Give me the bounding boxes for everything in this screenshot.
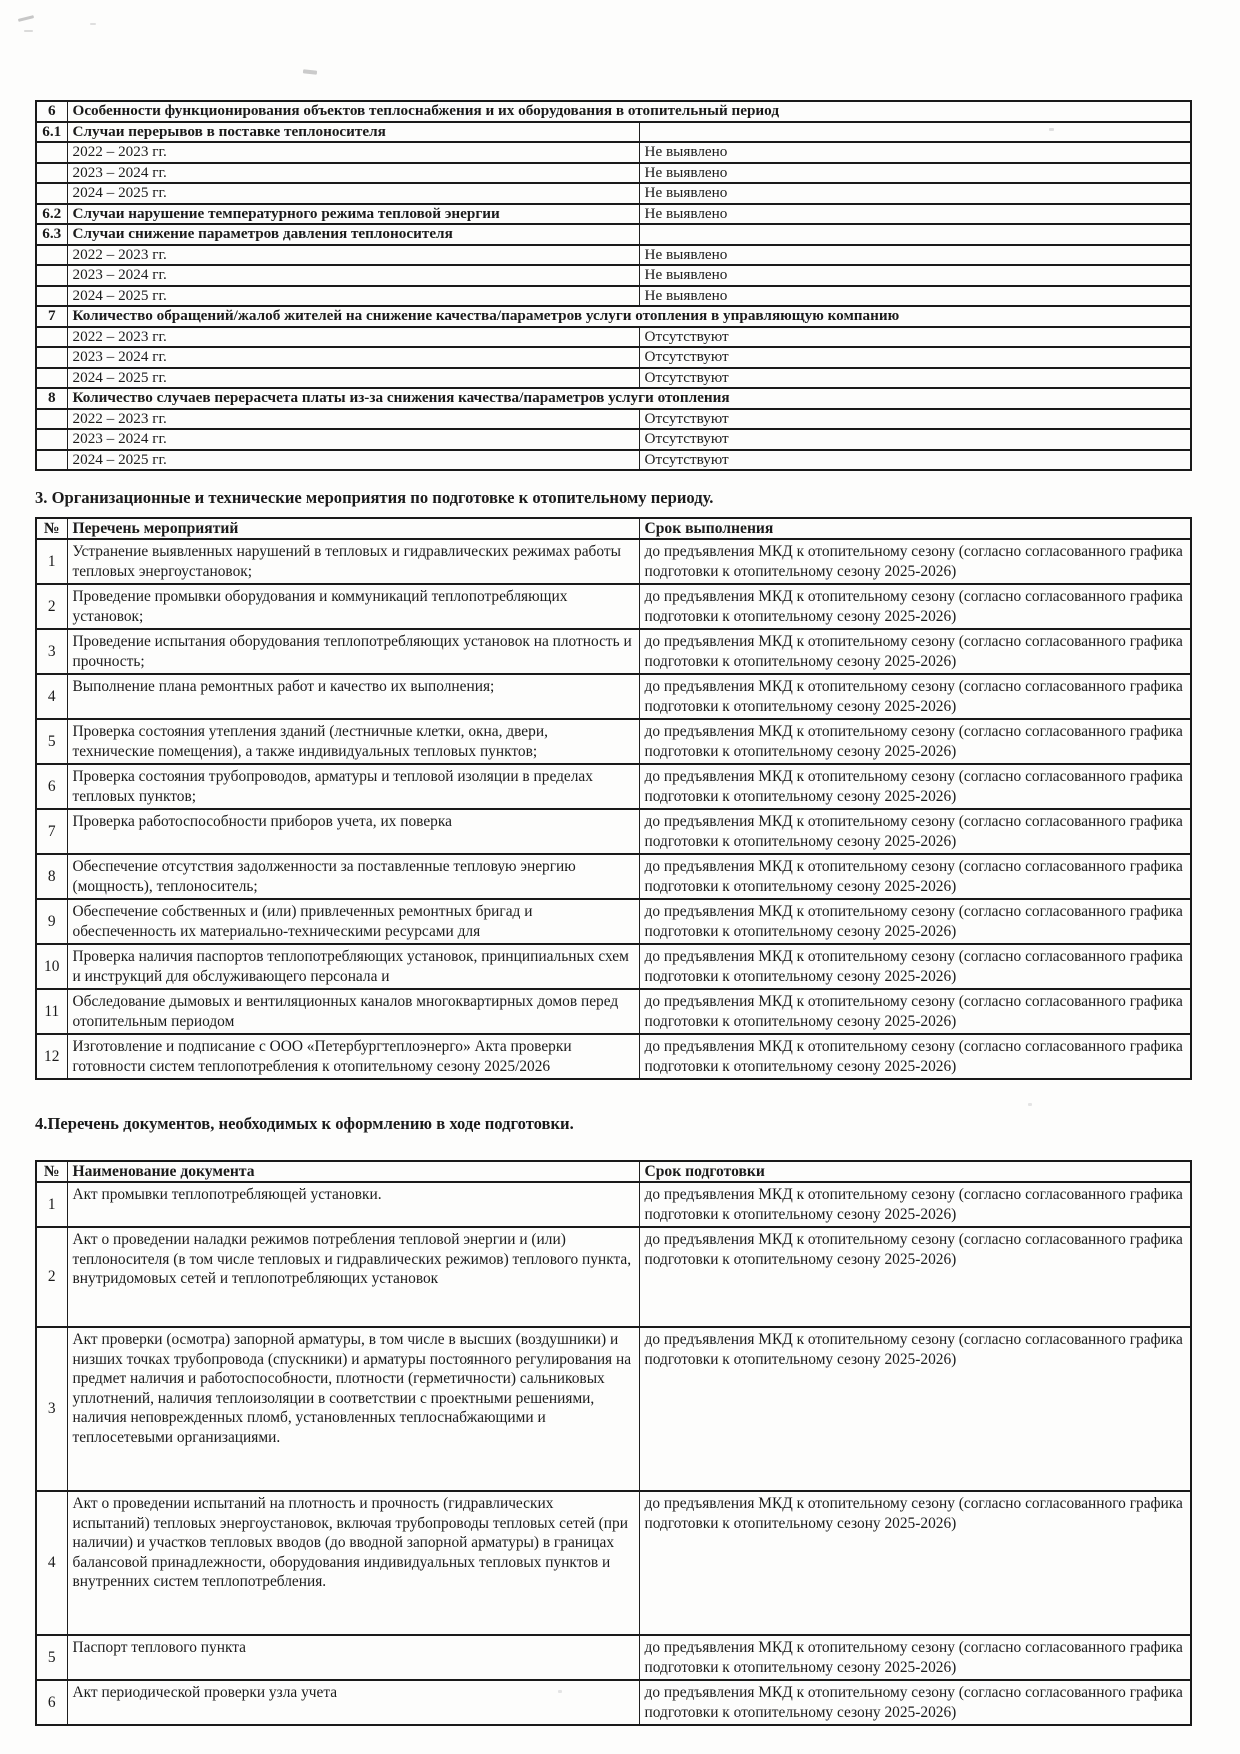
value-cell: Не выявлено — [639, 204, 1191, 225]
label-cell: 2023 – 2024 гг. — [67, 265, 639, 286]
value-cell: Не выявлено — [639, 265, 1191, 286]
table-row — [36, 539, 1191, 584]
deadline-cell: до предъявления МКД к отопительному сезону (согласно согласованного графика подготовки к отопительному сезону 2025-2026) — [639, 989, 1191, 1034]
label-cell: 2022 – 2023 гг. — [67, 245, 639, 266]
row-number-cell: 1 — [36, 539, 67, 584]
item-cell: Проведение промывки оборудования и коммуникаций теплопотребляющих установок; — [67, 584, 639, 629]
table-row — [36, 450, 1191, 471]
deadline-cell: до предъявления МКД к отопительному сезону (согласно согласованного графика подготовки к отопительному сезону 2025-2026) — [639, 1182, 1191, 1227]
table-row — [36, 163, 1191, 184]
label-cell: Случаи нарушение температурного режима тепловой энергии — [67, 204, 639, 225]
row-number-cell: 10 — [36, 944, 67, 989]
item-cell: Обеспечение отсутствия задолженности за поставленные тепловую энергию (мощность), теплоноситель; — [67, 854, 639, 899]
row-number-cell: 4 — [36, 1491, 67, 1635]
table-row — [36, 265, 1191, 286]
section6-table — [35, 100, 1192, 471]
deadline-cell: до предъявления МКД к отопительному сезону (согласно согласованного графика подготовки к отопительному сезону 2025-2026) — [639, 854, 1191, 899]
section4-table-body — [36, 1182, 1191, 1725]
item-cell: Устранение выявленных нарушений в тепловых и гидравлических режимах работы тепловых энергоустановок; — [67, 539, 639, 584]
table-row — [36, 1491, 1191, 1635]
table-row — [36, 245, 1191, 266]
value-cell: Не выявлено — [639, 286, 1191, 307]
row-number-cell: 7 — [36, 809, 67, 854]
scan-artifact — [1049, 128, 1054, 131]
label-cell: 2024 – 2025 гг. — [67, 368, 639, 389]
item-cell: Обследование дымовых и вентиляционных каналов многоквартирных домов перед отопительным периодом — [67, 989, 639, 1034]
table-row — [36, 409, 1191, 430]
table-row — [36, 368, 1191, 389]
deadline-cell: до предъявления МКД к отопительному сезону (согласно согласованного графика подготовки к отопительному сезону 2025-2026) — [639, 1034, 1191, 1079]
value-cell: Отсутствуют — [639, 409, 1191, 430]
item-cell: Проверка состояния утепления зданий (лестничные клетки, окна, двери, технические помещения), а также индивидуальных тепловых пунктов; — [67, 719, 639, 764]
row-number-cell: 6.2 — [36, 204, 67, 225]
label-cell: 2024 – 2025 гг. — [67, 183, 639, 204]
table-row — [36, 142, 1191, 163]
value-cell: Отсутствуют — [639, 450, 1191, 471]
deadline-cell: до предъявления МКД к отопительному сезону (согласно согласованного графика подготовки к отопительному сезону 2025-2026) — [639, 764, 1191, 809]
row-number-cell: 6.3 — [36, 224, 67, 245]
scan-artifact — [1028, 1103, 1032, 1106]
scan-artifact — [836, 662, 840, 665]
deadline-cell: до предъявления МКД к отопительному сезону (согласно согласованного графика подготовки к отопительному сезону 2025-2026) — [639, 674, 1191, 719]
item-cell: Паспорт теплового пункта — [67, 1635, 639, 1680]
table-row — [36, 183, 1191, 204]
value-cell: Не выявлено — [639, 163, 1191, 184]
table-row — [36, 204, 1191, 225]
table-row — [36, 1327, 1191, 1491]
table-row — [36, 101, 1191, 122]
column-header-num: № — [36, 1161, 67, 1182]
label-cell: 2024 – 2025 гг. — [67, 286, 639, 307]
section3-table-body — [36, 539, 1191, 1079]
column-header-num: № — [36, 518, 67, 539]
table-header-row — [36, 1161, 1191, 1182]
row-number-cell: 6 — [36, 101, 67, 122]
scan-artifact — [90, 23, 96, 25]
deadline-cell: до предъявления МКД к отопительному сезону (согласно согласованного графика подготовки к отопительному сезону 2025-2026) — [639, 584, 1191, 629]
value-cell: Не выявлено — [639, 183, 1191, 204]
table-row — [36, 306, 1191, 327]
table-row — [36, 1635, 1191, 1680]
row-number-cell: 2 — [36, 584, 67, 629]
table-row — [36, 989, 1191, 1034]
table-row — [36, 854, 1191, 899]
row-number-cell — [36, 347, 67, 368]
item-cell: Акт о проведении испытаний на плотность и прочность (гидравлических испытаний) тепловых энергоустановок, включая трубопроводы тепловых сетей (при наличии) и участков тепловых вводов (до вводной запорной арматуры) в границах балансовой принадлежности, оборудования индивидуальных тепловых пунктов и внутренних систем теплопотребления. — [67, 1491, 639, 1635]
row-number-cell — [36, 327, 67, 348]
row-number-cell: 1 — [36, 1182, 67, 1227]
item-cell: Проведение испытания оборудования теплопотребляющих установок на плотность и прочность; — [67, 629, 639, 674]
deadline-cell: до предъявления МКД к отопительному сезону (согласно согласованного графика подготовки к отопительному сезону 2025-2026) — [639, 719, 1191, 764]
table-row — [36, 429, 1191, 450]
row-number-cell: 2 — [36, 1227, 67, 1327]
section4-heading: 4.Перечень документов, необходимых к оформлению в ходе подготовки. — [35, 1114, 574, 1133]
item-cell: Выполнение плана ремонтных работ и качество их выполнения; — [67, 674, 639, 719]
scan-artifact — [24, 30, 33, 32]
table-row — [36, 899, 1191, 944]
deadline-cell: до предъявления МКД к отопительному сезону (согласно согласованного графика подготовки к отопительному сезону 2025-2026) — [639, 944, 1191, 989]
row-number-cell: 3 — [36, 1327, 67, 1491]
table-row — [36, 347, 1191, 368]
row-number-cell: 11 — [36, 989, 67, 1034]
row-number-cell — [36, 429, 67, 450]
deadline-cell: до предъявления МКД к отопительному сезону (согласно согласованного графика подготовки к отопительному сезону 2025-2026) — [639, 629, 1191, 674]
section3-heading: 3. Организационные и технические мероприятия по подготовке к отопительному периоду. — [35, 488, 714, 507]
row-number-cell — [36, 163, 67, 184]
deadline-cell: до предъявления МКД к отопительному сезону (согласно согласованного графика подготовки к отопительному сезону 2025-2026) — [639, 1227, 1191, 1327]
item-cell: Акт промывки теплопотребляющей установки. — [67, 1182, 639, 1227]
column-header-deadline: Срок выполнения — [639, 518, 1191, 539]
table-row — [36, 1182, 1191, 1227]
row-number-cell: 5 — [36, 1635, 67, 1680]
column-header-deadline: Срок подготовки — [639, 1161, 1191, 1182]
item-cell: Изготовление и подписание с ООО «Петербургтеплоэнерго» Акта проверки готовности систем теплопотребления к отопительному сезону 2025/2026 — [67, 1034, 639, 1079]
deadline-cell: до предъявления МКД к отопительному сезону (согласно согласованного графика подготовки к отопительному сезону 2025-2026) — [639, 539, 1191, 584]
row-number-cell: 3 — [36, 629, 67, 674]
deadline-cell: до предъявления МКД к отопительному сезону (согласно согласованного графика подготовки к отопительному сезону 2025-2026) — [639, 1327, 1191, 1491]
table-row — [36, 224, 1191, 245]
deadline-cell: до предъявления МКД к отопительному сезону (согласно согласованного графика подготовки к отопительному сезону 2025-2026) — [639, 1491, 1191, 1635]
table-header-row — [36, 518, 1191, 539]
label-cell: 2024 – 2025 гг. — [67, 450, 639, 471]
item-cell: Акт периодической проверки узла учета — [67, 1680, 639, 1725]
table-row — [36, 584, 1191, 629]
row-number-cell — [36, 450, 67, 471]
scan-artifact — [788, 1256, 791, 1259]
item-cell: Акт проверки (осмотра) запорной арматуры, в том числе в высших (воздушники) и низших точках трубопровода (спускники) и арматуры постоянного регулирования на предмет наличия и работоспособности, плотности (герметичности) сальниковых уплотнений, наличия теплоизоляции в соответствии с проектными решениями, наличия неповрежденных пломб, установленных теплоснабжающими и теплосетевыми организациями. — [67, 1327, 639, 1491]
table-row — [36, 388, 1191, 409]
item-cell: Проверка наличия паспортов теплопотребляющих установок, принципиальных схем и инструкций для обслуживающего персонала и — [67, 944, 639, 989]
table-row — [36, 122, 1191, 143]
table-row — [36, 809, 1191, 854]
table-row — [36, 1680, 1191, 1725]
item-cell: Акт о проведении наладки режимов потребления тепловой энергии и (или) теплоносителя (в том числе тепловых и гидравлических режимов) теплового пункта, внутридомовых сетей и теплопотребляющих установок — [67, 1227, 639, 1327]
value-cell: Отсутствуют — [639, 429, 1191, 450]
table-row — [36, 1034, 1191, 1079]
row-number-cell — [36, 368, 67, 389]
row-number-cell: 4 — [36, 674, 67, 719]
table-row — [36, 674, 1191, 719]
section4-table — [35, 1160, 1192, 1726]
table-row — [36, 327, 1191, 348]
table-row — [36, 629, 1191, 674]
table-row — [36, 1227, 1191, 1327]
label-cell: Количество обращений/жалоб жителей на снижение качества/параметров услуги отопления в управляющую компанию — [67, 306, 1191, 327]
label-cell: 2023 – 2024 гг. — [67, 347, 639, 368]
table-row — [36, 286, 1191, 307]
value-cell: Отсутствуют — [639, 347, 1191, 368]
label-cell: Особенности функционирования объектов теплоснабжения и их оборудования в отопительный период — [67, 101, 1191, 122]
table-row — [36, 764, 1191, 809]
item-cell: Обеспечение собственных и (или) привлеченных ремонтных бригад и обеспеченность их материально-техническими ресурсами для — [67, 899, 639, 944]
table-row — [36, 944, 1191, 989]
deadline-cell: до предъявления МКД к отопительному сезону (согласно согласованного графика подготовки к отопительному сезону 2025-2026) — [639, 809, 1191, 854]
value-cell: Не выявлено — [639, 245, 1191, 266]
row-number-cell — [36, 409, 67, 430]
label-cell: Количество случаев перерасчета платы из-за снижения качества/параметров услуги отопления — [67, 388, 1191, 409]
value-cell: Отсутствуют — [639, 368, 1191, 389]
deadline-cell: до предъявления МКД к отопительному сезону (согласно согласованного графика подготовки к отопительному сезону 2025-2026) — [639, 1635, 1191, 1680]
row-number-cell — [36, 142, 67, 163]
row-number-cell: 6 — [36, 1680, 67, 1725]
row-number-cell: 8 — [36, 854, 67, 899]
row-number-cell: 9 — [36, 899, 67, 944]
label-cell: 2022 – 2023 гг. — [67, 409, 639, 430]
label-cell: 2022 – 2023 гг. — [67, 142, 639, 163]
table-row — [36, 719, 1191, 764]
section6-table-body — [36, 101, 1191, 470]
value-cell — [639, 224, 1191, 245]
value-cell: Отсутствуют — [639, 327, 1191, 348]
label-cell: 2023 – 2024 гг. — [67, 163, 639, 184]
row-number-cell — [36, 286, 67, 307]
row-number-cell — [36, 183, 67, 204]
deadline-cell: до предъявления МКД к отопительному сезону (согласно согласованного графика подготовки к отопительному сезону 2025-2026) — [639, 1680, 1191, 1725]
item-cell: Проверка состояния трубопроводов, арматуры и тепловой изоляции в пределах тепловых пунктов; — [67, 764, 639, 809]
row-number-cell: 5 — [36, 719, 67, 764]
scan-artifact — [558, 1690, 562, 1693]
row-number-cell: 7 — [36, 306, 67, 327]
section3-table — [35, 517, 1192, 1080]
label-cell: 2023 – 2024 гг. — [67, 429, 639, 450]
row-number-cell: 6.1 — [36, 122, 67, 143]
value-cell: Не выявлено — [639, 142, 1191, 163]
value-cell — [639, 122, 1191, 143]
row-number-cell — [36, 265, 67, 286]
row-number-cell: 12 — [36, 1034, 67, 1079]
deadline-cell: до предъявления МКД к отопительному сезону (согласно согласованного графика подготовки к отопительному сезону 2025-2026) — [639, 899, 1191, 944]
column-header-item: Перечень мероприятий — [67, 518, 639, 539]
row-number-cell: 6 — [36, 764, 67, 809]
column-header-item: Наименование документа — [67, 1161, 639, 1182]
label-cell: 2022 – 2023 гг. — [67, 327, 639, 348]
row-number-cell — [36, 245, 67, 266]
label-cell: Случаи снижение параметров давления теплоносителя — [67, 224, 639, 245]
item-cell: Проверка работоспособности приборов учета, их поверка — [67, 809, 639, 854]
label-cell: Случаи перерывов в поставке теплоносителя — [67, 122, 639, 143]
row-number-cell: 8 — [36, 388, 67, 409]
